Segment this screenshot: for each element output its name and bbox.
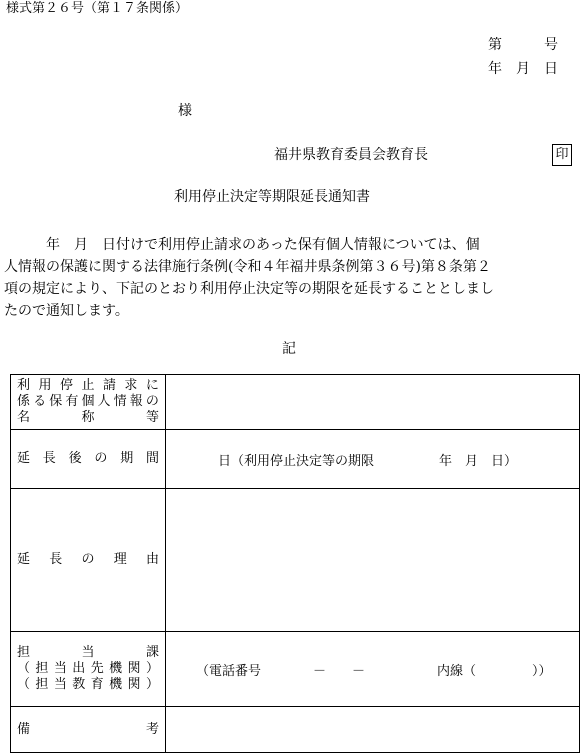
label-char: 関	[127, 677, 141, 692]
label-char: 育	[90, 677, 104, 692]
contact-line	[166, 660, 579, 679]
label-char: 考	[145, 721, 159, 737]
label-char: 有	[65, 394, 79, 409]
label-char: 期	[120, 451, 134, 466]
label-line	[17, 394, 159, 410]
label-line	[17, 378, 159, 394]
label-char: る	[33, 394, 47, 409]
label-char: ）	[145, 677, 159, 692]
phone-label: （電話番号	[196, 663, 262, 679]
table-row	[11, 707, 580, 753]
label-char: 長	[42, 451, 56, 466]
label-char: 人	[97, 394, 111, 409]
table-row	[11, 489, 580, 632]
label-char: 長	[49, 552, 63, 567]
extension-label: 内線（	[437, 663, 477, 679]
label-char: 用	[38, 378, 52, 393]
label-line	[17, 677, 159, 693]
label-cell	[11, 632, 166, 707]
label-char: の	[94, 451, 108, 466]
label-char: に	[145, 378, 159, 393]
label-text	[17, 451, 159, 467]
label-char: 機	[109, 661, 123, 676]
label-cell	[11, 375, 166, 430]
request-info-cell[interactable]	[166, 375, 580, 430]
form-id: 様式第２６号（第１７条関係）	[6, 1, 189, 16]
label-cell	[11, 489, 166, 632]
addressee: 様	[178, 103, 192, 119]
label-char: 備	[17, 721, 31, 737]
label-char: 利	[17, 378, 31, 393]
ki-marker: 記	[282, 341, 296, 357]
extended-period-cell[interactable]: 日（利用停止決定等の期限 年 月 日）	[166, 430, 580, 489]
body-line: たので通知します。	[4, 303, 129, 319]
sender: 福井県教育委員会教育長	[274, 147, 428, 163]
document-date: 年 月 日	[488, 61, 558, 77]
extension-close: ））	[532, 663, 552, 679]
label-char: 保	[49, 394, 63, 409]
seal-box: 印	[552, 144, 572, 166]
table-row	[11, 632, 580, 707]
label-char: 止	[81, 378, 95, 393]
label-char: 間	[145, 451, 159, 466]
label-char: 停	[59, 378, 73, 393]
label-char: 担	[35, 661, 49, 676]
label-line	[17, 645, 159, 661]
label-char: （	[17, 677, 31, 692]
label-cell	[11, 707, 166, 753]
document-number: 第 号	[488, 37, 558, 53]
label-char: 担	[35, 677, 49, 692]
label-char: 延	[17, 451, 31, 466]
label-char: 称	[81, 410, 95, 425]
label-char: 請	[102, 378, 116, 393]
notice-body	[4, 234, 580, 322]
label-text	[17, 552, 159, 568]
label-char: （	[17, 661, 31, 676]
contact-cell[interactable]	[166, 632, 580, 707]
label-char: の	[145, 394, 159, 409]
label-char: 理	[113, 552, 127, 567]
label-line	[17, 410, 159, 426]
label-cell	[11, 430, 166, 489]
phone-separator: － －	[313, 663, 366, 679]
label-char: 由	[145, 552, 159, 567]
table-row	[11, 375, 580, 430]
label-char: 出	[72, 661, 86, 676]
label-char: 当	[81, 645, 95, 660]
label-char: 報	[129, 394, 143, 409]
label-char: 関	[127, 661, 141, 676]
label-char: 等	[145, 410, 159, 425]
label-char: 教	[72, 677, 86, 692]
label-text	[17, 722, 159, 738]
label-char: の	[81, 552, 95, 567]
body-line: 項の規定により、下記のとおり利用停止決定等の期限を延長することとしまし	[4, 281, 494, 297]
reason-cell[interactable]	[166, 489, 580, 632]
label-char: 後	[68, 451, 82, 466]
body-line: 人情報の保護に関する法律施行条例(令和４年福井県条例第３６号)第８条第２	[4, 259, 491, 275]
label-char: 個	[81, 394, 95, 409]
label-line	[17, 661, 159, 677]
label-char: 係	[17, 394, 31, 409]
label-char: 先	[90, 661, 104, 676]
label-char: 当	[53, 677, 67, 692]
label-char: 当	[53, 661, 67, 676]
label-char: ）	[145, 661, 159, 676]
label-char: 延	[17, 552, 31, 567]
label-char: 求	[124, 378, 138, 393]
body-line: 年 月 日付けで利用停止請求のあった保有個人情報については、個	[4, 237, 480, 253]
label-char: 機	[109, 677, 123, 692]
label-char: 課	[145, 645, 159, 660]
label-char: 情	[113, 394, 127, 409]
remarks-cell[interactable]	[166, 707, 580, 753]
label-char: 担	[17, 645, 31, 660]
document-title: 利用停止決定等期限延長通知書	[174, 189, 370, 205]
table-row	[11, 430, 580, 489]
details-table	[10, 374, 580, 753]
label-char: 名	[17, 410, 31, 425]
